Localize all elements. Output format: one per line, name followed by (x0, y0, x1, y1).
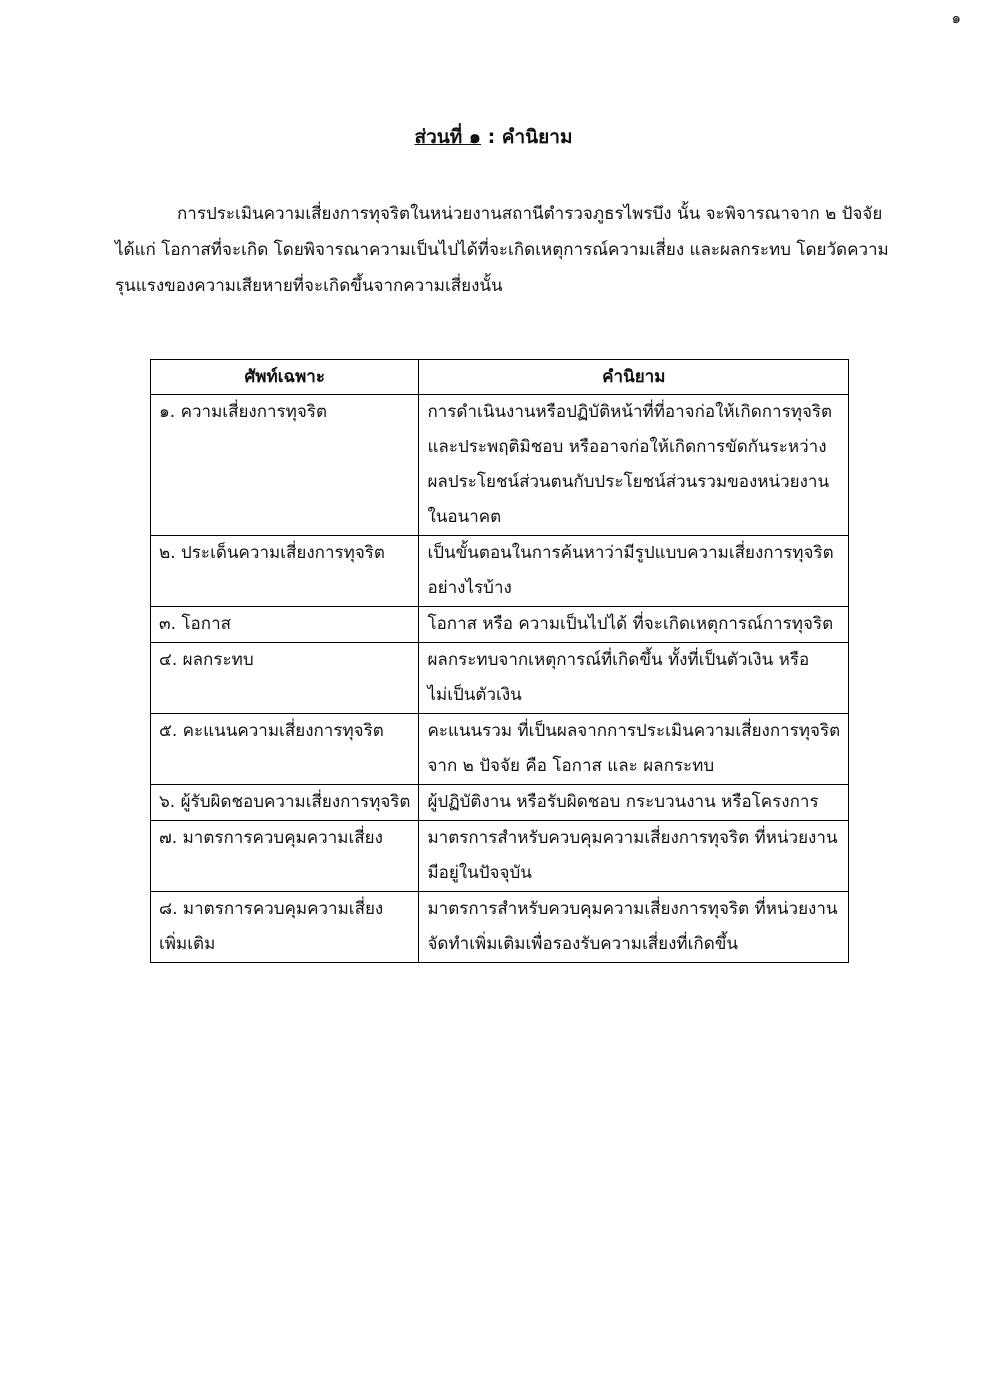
intro-line: รุนแรงของความเสียหายที่จะเกิดขึ้นจากความเสี่ยงนั้น (115, 276, 503, 296)
definitions-body (151, 395, 849, 963)
section-title-separator: : (480, 126, 502, 148)
table-row (151, 607, 849, 643)
definition-line: จัดทำเพิ่มเติมเพื่อรองรับความเสี่ยงที่เกิดขึ้น (427, 934, 738, 954)
term-line: ๖. ผู้รับผิดชอบความเสี่ยงการทุจริต (159, 792, 411, 812)
definition-line: ผลประโยชน์ส่วนตนกับประโยชน์ส่วนรวมของหน่วยงาน (427, 472, 830, 492)
definition-line: ผู้ปฏิบัติงาน หรือรับผิดชอบ กระบวนงาน หรือโครงการ (427, 792, 819, 812)
intro-line: การประเมินความเสี่ยงการทุจริตในหน่วยงานสถานีตำรวจภูธรไพรบึง นั้น จะพิจารณาจาก ๒ ปัจจัย (177, 204, 883, 224)
term-cell (151, 643, 419, 714)
table-header-row (151, 360, 849, 395)
definition-line: โอกาส หรือ ความเป็นไปได้ ที่จะเกิดเหตุการณ์การทุจริต (427, 614, 834, 634)
table-row (151, 643, 849, 714)
term-line: ๔. ผลกระทบ (159, 650, 254, 670)
definition-line: การดำเนินงานหรือปฏิบัติหน้าที่ที่อาจก่อให้เกิดการทุจริต (427, 402, 833, 422)
definition-line: ผลกระทบจากเหตุการณ์ที่เกิดขึ้น ทั้งที่เป็นตัวเงิน หรือ (427, 650, 810, 670)
definition-line: มาตรการสำหรับควบคุมความเสี่ยงการทุจริต ที่หน่วยงาน (427, 899, 838, 919)
term-line: ๑. ความเสี่ยงการทุจริต (159, 402, 328, 422)
term-line: ๕. คะแนนความเสี่ยงการทุจริต (159, 721, 384, 741)
term-line: ๓. โอกาส (159, 614, 231, 634)
table-row (151, 395, 849, 536)
term-cell (151, 607, 419, 643)
definition-cell (419, 607, 849, 643)
page-number: ๑ (951, 9, 961, 27)
header-definition: คำนิยาม (419, 360, 849, 395)
term-line: ๘. มาตรการควบคุมความเสี่ยง (159, 899, 384, 919)
definition-cell (419, 892, 849, 963)
term-line: เพิ่มเติม (159, 934, 216, 954)
definition-line: มีอยู่ในปัจจุบัน (427, 863, 532, 883)
table-row (151, 714, 849, 785)
definition-line: คะแนนรวม ที่เป็นผลจากการประเมินความเสี่ยงการทุจริต (427, 721, 841, 741)
definition-line: ไม่เป็นตัวเงิน (427, 685, 522, 705)
definition-line: จาก ๒ ปัจจัย คือ โอกาส และ ผลกระทบ (427, 756, 715, 776)
section-name: คำนิยาม (501, 126, 573, 148)
term-cell (151, 785, 419, 821)
definition-cell (419, 643, 849, 714)
term-cell (151, 821, 419, 892)
definition-line: ในอนาคต (427, 507, 502, 527)
term-cell (151, 536, 419, 607)
section-part-label: ส่วนที่ ๑ (414, 126, 481, 148)
header-term: ศัพท์เฉพาะ (151, 360, 419, 395)
definition-cell (419, 536, 849, 607)
definition-line: และประพฤติมิชอบ หรืออาจก่อให้เกิดการขัดกันระหว่าง (427, 437, 827, 457)
definition-cell (419, 714, 849, 785)
definition-cell (419, 395, 849, 536)
section-title (0, 122, 987, 152)
term-line: ๒. ประเด็นความเสี่ยงการทุจริต (159, 543, 385, 563)
term-cell (151, 395, 419, 536)
term-line: ๗. มาตรการควบคุมความเสี่ยง (159, 828, 383, 848)
definition-line: มาตรการสำหรับควบคุมความเสี่ยงการทุจริต ที่หน่วยงาน (427, 828, 838, 848)
definition-line: เป็นขั้นตอนในการค้นหาว่ามีรูปแบบความเสี่ยงการทุจริต (427, 543, 834, 563)
table-row (151, 892, 849, 963)
table-row (151, 821, 849, 892)
term-cell (151, 714, 419, 785)
term-cell (151, 892, 419, 963)
intro-paragraph (115, 196, 889, 304)
table-row (151, 536, 849, 607)
table-row (151, 785, 849, 821)
intro-line: ได้แก่ โอกาสที่จะเกิด โดยพิจารณาความเป็นไปได้ที่จะเกิดเหตุการณ์ความเสี่ยง และผลกระทบ โดยวัดความ (115, 240, 889, 260)
definition-line: อย่างไรบ้าง (427, 578, 512, 598)
definitions-table (150, 359, 849, 963)
definition-cell (419, 785, 849, 821)
definition-cell (419, 821, 849, 892)
